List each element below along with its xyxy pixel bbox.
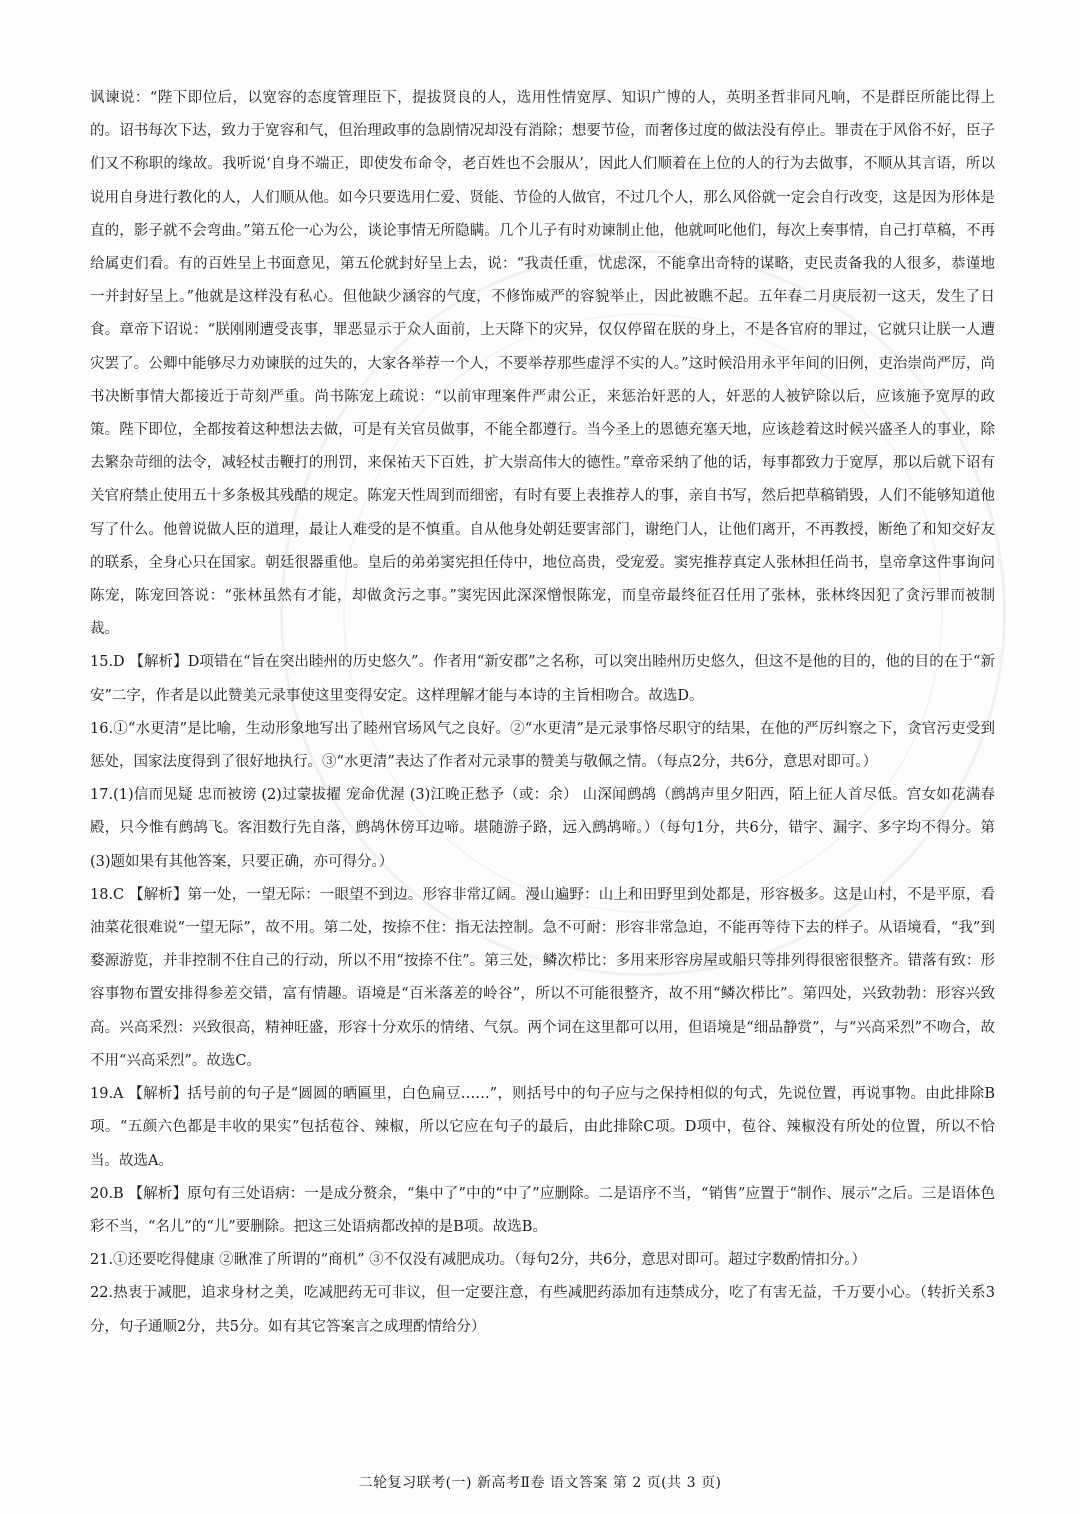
answer-item-15: 15.D 【解析】D项错在“旨在突出睦州的历史悠久”。作者用“新安郡”之名称，可以突出睦州历史悠久，但这不是他的目的，他的目的在于“新安”二字，作者是以此赞美元录事使这里变得安定。这样理解才能与本诗的主旨相吻合。故选D。 xyxy=(90,654,995,704)
answer-item-18: 18.C 【解析】第一处，一望无际：一眼望不到边。形容非常辽阔。漫山遍野：山上和田野里到处都是，形容极多。这是山村，不是平原，看油菜花很难说“一望无际”，故不用。第二处，按捺不住：指无法控制。急不可耐：形容非常急迫，不能再等待下去的样子。从语境看，“我”到婺源游览，并非控制不住自己的行动，所以不用“按捺不住”。第三处，鳞次栉比：多用来形容房屋或船只等排列得很密很整齐。错落有致：形容事物布置安排得参差交错，富有情趣。语境是“百米落差的岭谷”，所以不可能很整齐，故不用“鳞次栉比”。第四处，兴致勃勃：形容兴致高。兴高采烈：兴致很高，精神旺盛，形容十分欢乐的情绪、气氛。两个词在这里都可以用，但语境是“细品静赏”，与“兴高采烈”不吻合，故不用“兴高采烈”。故选C。 xyxy=(90,886,995,1069)
answer-item-19: 19.A 【解析】括号前的句子是“圆圆的晒匾里，白色扁豆……”，则括号中的句子应与之保持相似的句式，先说位置，再说事物。由此排除B项。“五颜六色都是丰收的果实”包括苞谷、辣椒，所以它应在句子的最后，由此排除C项。D项中，苞谷、辣椒没有所处的位置，所以不恰当。故选A。 xyxy=(90,1086,995,1169)
answer-content xyxy=(90,82,995,1344)
answer-item-21: 21.①还要吃得健康 ②瞅准了所谓的“商机” ③不仅没有减肥成功。（每句2分，共6分，意思对即可。超过字数酌情扣分。） xyxy=(90,1252,867,1269)
translation-paragraph: 讽谏说：“陛下即位后，以宽容的态度管理臣下，提拔贤良的人，选用性情宽厚、知识广博的人，英明圣哲非同凡响，不是群臣所能比得上的。诏书每次下达，致力于宽容和气，但治理政事的急剧情况却没有消除；想要节俭，而奢侈过度的做法没有停止。罪责在于风俗不好，臣子们又不称职的缘故。我听说‘自身不端正，即使发布命令，老百姓也不会服从’，因此人们顺着在上位的人的行为去做事，不顺从其言语，所以说用自身进行教化的人，人们顺从他。如今只要选用仁爱、贤能、节俭的人做官，不过几个人，那么风俗就一定会自行改变，这是因为形体是直的，影子就不会弯曲。”第五伦一心为公，谈论事情无所隐瞒。几个儿子有时劝谏制止他，他就呵叱他们，每次上奏事情，自己打草稿，不再给属吏们看。有的百姓呈上书面意见，第五伦就封好呈上去，说：“我责任重，忧虑深，不能拿出奇特的谋略，吏民责备我的人很多，恭谨地一并封好呈上。”他就是这样没有私心。但他缺少涵容的气度，不修饰威严的容貌举止，因此被瞧不起。五年春二月庚辰初一这天，发生了日食。章帝下诏说：“朕刚刚遭受丧事，罪恶显示于众人面前，上天降下的灾异，仅仅停留在朕的身上，不是各官府的罪过，它就只让朕一人遭灾罢了。公卿中能够尽力劝谏朕的过失的，大家各举荐一个人，不要举荐那些虚浮不实的人。”这时候沿用永平年间的旧例，吏治崇尚严厉，尚书决断事情大都接近于苛刻严重。尚书陈宠上疏说：“以前审理案件严肃公正，来惩治奸恶的人，奸恶的人被铲除以后，应该施予宽厚的政策。陛下即位，全都按着这种想法去做，可是有关官员做事，不能全都遵行。当今圣上的恩德充塞天地，应该趁着这时候兴盛圣人的事业，除去繁杂苛细的法令，减轻杖击鞭打的刑罚，来保祐天下百姓，扩大崇高伟大的德性。”章帝采纳了他的话，每事都致力于宽厚，那以后就下诏有关官府禁止使用五十多条极其残酷的规定。陈宠天性周到而细密，有时有要上表推荐人的事，亲自书写，然后把草稿销毁，人们不能够知道他写了什么。他曾说做人臣的道理，最让人难受的是不慎重。自从他身处朝廷要害部门，谢绝门人，让他们离开，不再教授，断绝了和知交好友的联系，全身心只在国家。朝廷很器重他。皇后的弟弟窦宪担任侍中，地位高贵，受宠爱。窦宪推荐真定人张林担任尚书，皇帝拿这件事询问陈宠，陈宠回答说：“张林虽然有才能，却做贪污之事。”窦宪因此深深憎恨陈宠，而皇帝最终征召任用了张林，张林终因犯了贪污罪而被制裁。 xyxy=(90,90,995,638)
page-footer: 二轮复习联考(一) 新高考Ⅱ卷 语文答案 第 2 页(共 3 页) xyxy=(358,1475,722,1491)
answer-item-20: 20.B 【解析】原句有三处语病：一是成分赘余，“集中了”中的“中了”应删除。二是语序不当，“销售”应置于“制作、展示”之后。三是语体色彩不当，“名儿”的“儿”要删除。把这三处语病都改掉的是B项。故选B。 xyxy=(90,1185,995,1235)
answer-item-22: 22.热衷于减肥，追求身材之美，吃减肥药无可非议，但一定要注意，有些减肥药添加有违禁成分，吃了有害无益，千万要小心。（转折关系3分，句子通顺2分，共5分。如有其它答案言之成理酌情给分） xyxy=(90,1285,995,1335)
answer-item-17: 17.(1)信而见疑 忠而被谤 (2)过蒙拔擢 宠命优渥 (3)江晚正愁予（或：余） 山深闻鹧鸪（鹧鸪声里夕阳西，陌上征人首尽低。宫女如花满春殿，只今惟有鹧鸪飞。客泪数行先自落，鹧鸪休傍耳边啼。堪随游子路，远入鹧鸪啼。）（每句1分，共6分，错字、漏字、多字均不得分。第(3)题如果有其他答案，只要正确，亦可得分。） xyxy=(90,787,995,870)
answer-item-16: 16.①“水更清”是比喻，生动形象地写出了睦州官场风气之良好。②“水更清”是元录事恪尽职守的结果，在他的严厉纠察之下，贪官污吏受到惩处，国家法度得到了很好地执行。③“水更清”表达了作者对元录事的赞美与敬佩之情。（每点2分，共6分，意思对即可。） xyxy=(90,720,995,771)
